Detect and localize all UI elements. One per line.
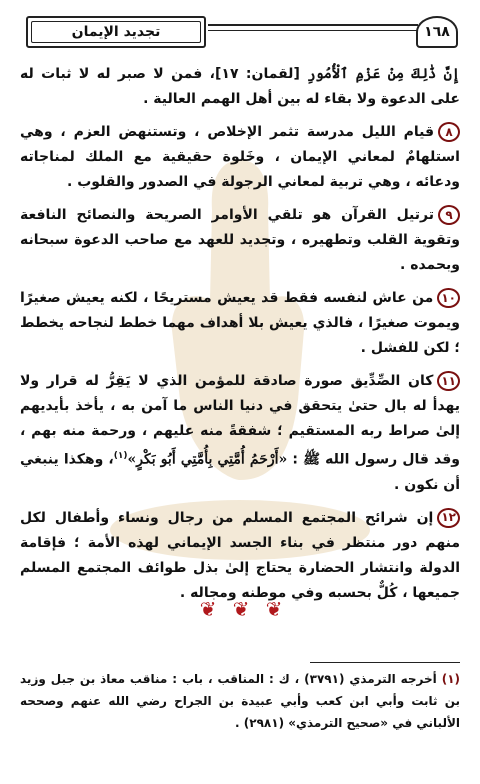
item-number-badge: ٩	[438, 205, 460, 225]
page-header	[18, 14, 462, 48]
paragraph-9	[20, 203, 460, 278]
floral-ornament-icon: ❦	[265, 597, 283, 621]
item-number-badge: ١٢	[437, 508, 460, 528]
paragraph-text: [لقمان: ١٧]، فمن لا صبر له لا ثبات له على الدعوة ولا بقاء له بين أهل الهمم العالية .	[20, 66, 460, 107]
footnote-divider	[310, 662, 460, 663]
paragraph-10	[20, 286, 460, 361]
paragraph-text: إن شرائح المجتمع المسلم من رجال ونساء وأطفال لكل منهم دور منتظر في بناء الجسد الإيماني لهذه الأمة ؛ فإقامة الدولة وانتشار الحضارة يحتاج إلىٰ بذل طوائف المجتمع المسلم جميعها ، كُلٌّ بحسبه وفي موطنه ومجاله .	[20, 509, 460, 601]
paragraph-text: كان الصِّدِّيق صورة صادقة للمؤمن الذي لا يَقِرُّ له قرار ولا يهدأ له بال حتىٰ يتحقق في دنيا الناس ما آمن به ، يأخذ بأيديهم إلىٰ صراط ربه المستقيم ؛ شفقةً منه عليهم ، ورحمة منه بهم ، وقد قال رسول الله ﷺ :	[20, 373, 460, 468]
item-number-badge: ١٠	[437, 288, 460, 308]
hadith-quote: «أَرْحَمُ أُمَّتِي بِأُمَّتِي أَبُو بَكْرٍ»	[127, 451, 288, 468]
paragraph-8	[20, 120, 460, 195]
paragraph-text-tail: ، وهكذا ينبغي أن نكون .	[20, 451, 460, 493]
footnote	[20, 668, 460, 734]
item-number-badge: ١١	[437, 371, 460, 391]
page-number: ١٦٨	[416, 16, 458, 48]
paragraph-text: قيام الليل مدرسة تثمر الإخلاص ، وتستنهض العزم ، وهي استلهامٌ لمعاني الإيمان ، وخَلوة حقيقية مع الملك لمناجاته ودعائه ، وهي تربية لمعاني الرجولة في الصدور والقلوب .	[20, 124, 460, 190]
paragraph-text: ترتيل القرآن هو تلقي الأوامر الصريحة والنصائح النافعة وتقوية القلب وتطهيره ، وتجديد للعهد مع صاحب الدعوة سبحانه وبحمده .	[20, 207, 460, 273]
floral-ornament-icon: ❦	[232, 597, 250, 621]
footnote-reference[interactable]: (١)	[113, 451, 128, 461]
footnote-marker: (١)	[441, 672, 460, 686]
paragraph-intro	[20, 62, 460, 112]
paragraph-11	[20, 369, 460, 498]
paragraph-text: من عاش لنفسه فقط قد يعيش مستريحًا ، لكنه يعيش صغيرًا ويموت صغيرًا ، فالذي يعيش بلا أهداف مهما خطط لنجاحه يخطط ؛ لكن للفشل .	[20, 290, 460, 356]
main-text	[20, 62, 460, 614]
quran-verse: إِنَّ ذَٰلِكَ مِنْ عَزْمِ ٱلْأُمُورِ	[307, 66, 460, 82]
book-title: تجديد الإيمان	[26, 16, 206, 48]
footnote-text: أخرجه الترمذي (٣٧٩١) ، ك : المناقب ، باب : مناقب معاذ بن جبل وزيد بن ثابت وأبي ابن كعب وأبي عبيدة بن الجراح رضي الله عنهم وصححه الألباني في «صحيح الترمذي» (٢٩٨١) .	[20, 672, 460, 730]
paragraph-12	[20, 506, 460, 606]
header-rule	[208, 24, 418, 26]
section-ornament	[196, 598, 286, 622]
item-number-badge: ٨	[438, 122, 460, 142]
floral-ornament-icon: ❦	[199, 597, 217, 621]
